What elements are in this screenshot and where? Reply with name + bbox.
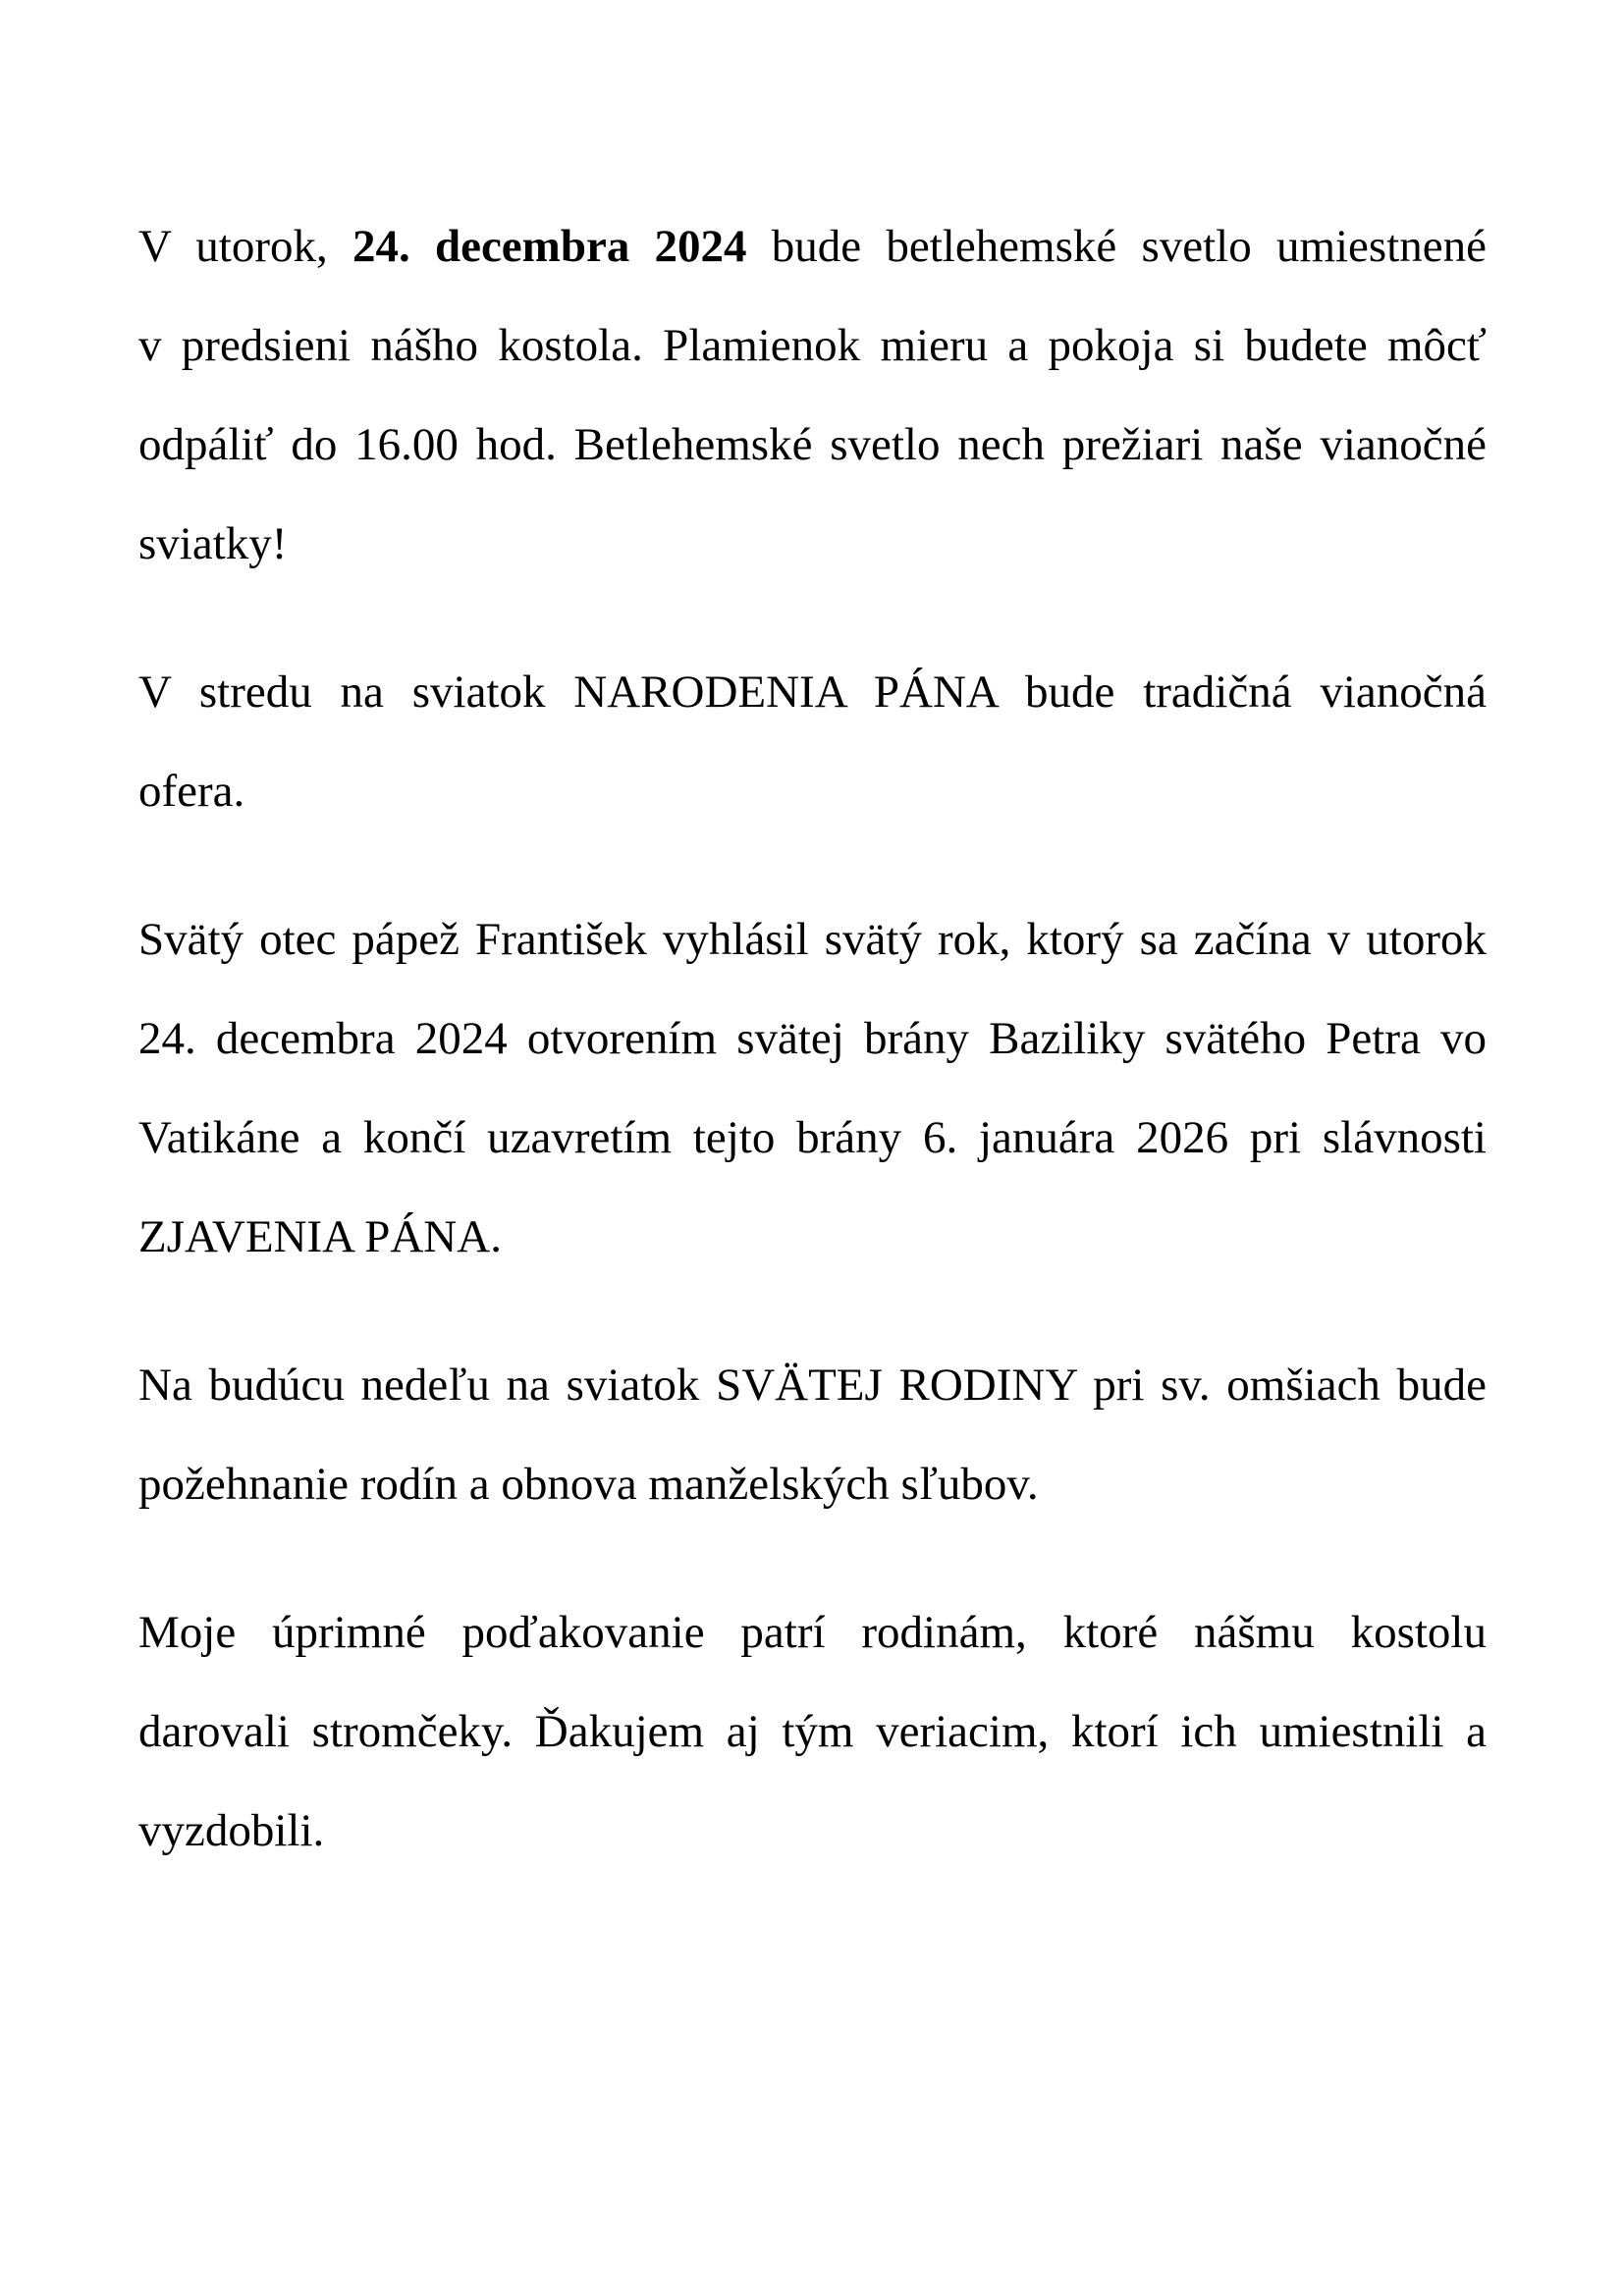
- text-line: [138, 1089, 1487, 1188]
- paragraph: [138, 1336, 1487, 1534]
- text-segment: Vatikáne a končí uzavretím tejto brány 6. januára 2026 pri slávnosti: [138, 1112, 1487, 1163]
- text-line: [138, 396, 1487, 495]
- text-line: [138, 1782, 1487, 1881]
- text-segment: požehnanie rodín a obnova manželských sľubov.: [138, 1459, 1039, 1510]
- text-segment: ofera.: [138, 766, 245, 817]
- text-line: [138, 495, 1487, 594]
- bold-text-segment: 24. decembra 2024: [352, 221, 747, 272]
- text-line: [138, 1583, 1487, 1682]
- text-line: [138, 1435, 1487, 1534]
- text-line: [138, 1682, 1487, 1782]
- text-line: [138, 197, 1487, 296]
- paragraph: [138, 643, 1487, 841]
- text-segment: sviatky!: [138, 518, 288, 569]
- text-segment: darovali stromčeky. Ďakujem aj tým veriacim, ktorí ich umiestnili a: [138, 1706, 1487, 1757]
- text-segment: Moje úprimné poďakovanie patrí rodinám, ktoré nášmu kostolu: [138, 1607, 1487, 1658]
- text-segment: v predsieni nášho kostola. Plamienok mieru a pokoja si budete môcť: [138, 320, 1487, 371]
- text-line: [138, 1188, 1487, 1287]
- text-segment: 24. decembra 2024 otvorením svätej brány Baziliky svätého Petra vo: [138, 1013, 1487, 1064]
- text-segment: V utorok,: [138, 221, 352, 272]
- document-content: [138, 197, 1487, 1930]
- paragraph: [138, 1583, 1487, 1881]
- text-line: [138, 1336, 1487, 1435]
- text-line: [138, 643, 1487, 742]
- text-segment: ZJAVENIA PÁNA.: [138, 1211, 502, 1262]
- text-segment: vyzdobili.: [138, 1805, 325, 1856]
- text-line: [138, 296, 1487, 396]
- paragraph: [138, 197, 1487, 594]
- text-line: [138, 890, 1487, 989]
- text-segment: bude betlehemské svetlo umiestnené: [746, 221, 1487, 272]
- text-line: [138, 742, 1487, 841]
- text-line: [138, 989, 1487, 1089]
- text-segment: Svätý otec pápež František vyhlásil svätý rok, ktorý sa začína v utorok: [138, 914, 1487, 965]
- text-segment: Na budúcu nedeľu na sviatok SVÄTEJ RODINY pri sv. omšiach bude: [138, 1360, 1487, 1411]
- paragraph: [138, 890, 1487, 1287]
- text-segment: V stredu na sviatok NARODENIA PÁNA bude tradičná vianočná: [138, 667, 1487, 718]
- text-segment: odpáliť do 16.00 hod. Betlehemské svetlo nech prežiari naše vianočné: [138, 419, 1487, 470]
